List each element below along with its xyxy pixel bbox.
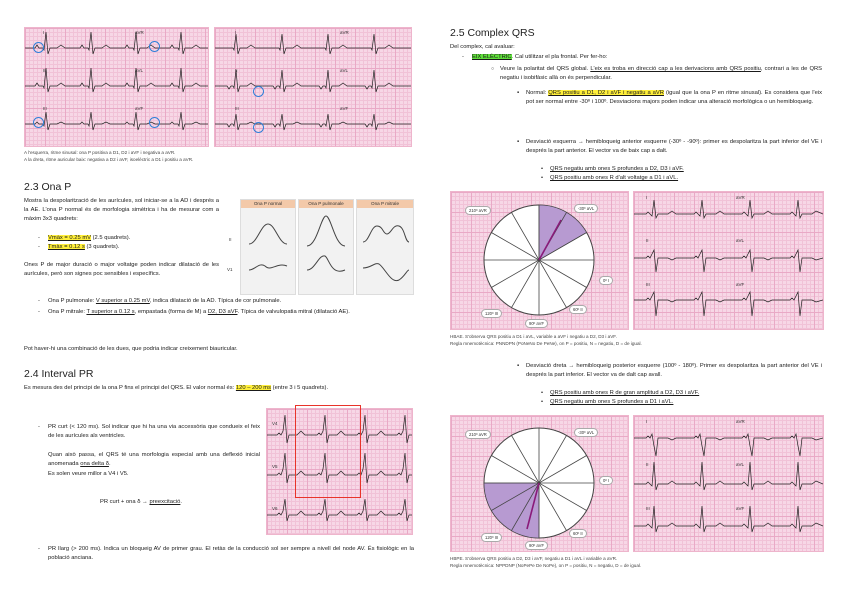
axis-tag: 120º III	[481, 309, 502, 318]
text: . Cal utilitzar el pla frontal. Per fer-ho:	[511, 54, 608, 60]
ecg-low-atrial-rhythm-image	[214, 27, 412, 147]
v-max-label: Vmàx = 0.25 mV	[48, 235, 92, 241]
hbae-caption	[450, 333, 822, 347]
ona-p-limits-list	[48, 234, 218, 252]
lead-label: aVR	[736, 419, 745, 424]
qrs-eix-list	[472, 53, 822, 62]
p-mitrale-card	[356, 199, 414, 295]
text: QRS positiu amb ones R d'alt voltatge a D1 i aVL.	[550, 175, 679, 182]
caption-line: Regla mnemotècnica: NPPDNP (NoPePe De NoPe), on P = positiu, N = negatiu, D = de igual.	[450, 563, 642, 568]
ona-p-paragraph-3: Pot haver-hi una combinació de les dues, que podria indicar creixement biauricular.	[24, 346, 238, 352]
text: PR llarg (> 200 ms). Indica un bloqueig AV de primer grau. El retàs de la conducció sol ser sempre a nivell del node AV. És fisiològic en la població anciana.	[48, 546, 414, 562]
ecg-traces	[634, 192, 823, 329]
text: (igual que la ona P en ritme sinusal). Es considera que l'eix pot ser normal entre -30º i 100º. Desviacions majors poden indicar una alteració morfològica o un hemibloqueig.	[526, 90, 823, 106]
normal-axis-highlight: QRS positiu a D1, D2 i aVF i negatiu a aVR	[548, 90, 664, 96]
eix-electric-label: EIX ELÈCTRIC	[472, 54, 512, 60]
ona-p-intro	[24, 197, 219, 225]
ecg-hbae-image	[633, 191, 824, 330]
lead-label: V6	[272, 506, 278, 511]
pr-best-leads: Es solen veure millor a V4 i V5.	[48, 471, 129, 477]
pr-normal-range: 120 – 200 ms	[235, 385, 272, 391]
right-deviation-list	[526, 362, 822, 380]
lead-label: aVL	[736, 238, 745, 243]
lead-label: I	[646, 419, 648, 424]
text: preexcitació	[149, 499, 181, 505]
lead-label: II	[646, 462, 649, 467]
section-heading-interval-pr: 2.4 Interval PR	[24, 368, 94, 380]
text: Veure la polaritat del QRS global.	[500, 66, 591, 72]
lead-label: II	[646, 238, 649, 243]
text: . Típica de valvulopatia mitral (dilatació AE).	[237, 309, 350, 316]
caption-line: A la dreta, ritme auricular baix: negativa a D2 i aVF, isoelèctric a D1 i positiu a aVR.	[24, 157, 194, 162]
text: PR curt (< 120 ms). Sol indicar que hi ha una via accessòria que condueix el feix de les aurícules als ventricles.	[48, 424, 260, 440]
list-item	[526, 362, 822, 380]
text: ona delta δ	[80, 461, 109, 468]
axis-tag: 60º II	[569, 305, 587, 314]
ecg-top-caption	[24, 149, 414, 163]
axis-tag: 90º aVF	[525, 541, 548, 550]
p-wave-highlight-circle	[33, 117, 44, 128]
lead-label: aVL	[135, 68, 144, 73]
p-wave-morphology-figure	[223, 199, 414, 295]
list-item	[526, 89, 822, 107]
ona-p-paragraph: Mostra la despolarització de les aurícules, sol iniciar-se a la AD i després a la AE. L'ona P normal és de morfologia simètrica i ha de mesurar com a màxim 3x3 quadrets:	[24, 198, 219, 223]
ecg-preexcitation-image	[266, 408, 413, 535]
text: PR curt + ona δ →	[100, 499, 150, 505]
list-item	[48, 234, 218, 243]
qrs-intro: Del complex, cal avaluar:	[450, 44, 515, 50]
text: , empastada (forma de M) a	[134, 309, 208, 316]
axis-wheel-hbpe-figure	[450, 415, 629, 552]
qrs-polarity-list	[500, 65, 822, 83]
p-pulmonale-card	[298, 199, 354, 295]
pr-short-list	[48, 423, 260, 441]
ecg-traces	[215, 28, 411, 146]
list-item	[472, 53, 822, 62]
axis-tag: 210º aVR	[465, 206, 491, 215]
list-item	[550, 398, 822, 407]
lead-label: III	[235, 106, 239, 111]
text: QRS negatiu amb ones S profundes a D1 i aVL.	[550, 399, 674, 406]
text: V superior a 0.25 mV	[95, 298, 150, 304]
text: Desviació esquerra → hemibloqueig anterior esquerre (-30º - -90º): primer es despolaritza la part inferior del VE i després la part anterior. El vector va de baix cap a dalt.	[526, 139, 822, 155]
ecg-sinus-rhythm-image	[24, 27, 209, 147]
lead-label: III	[646, 282, 650, 287]
card-title: Ona P normal	[241, 200, 295, 208]
text: .	[108, 461, 111, 468]
text: QRS negatiu amb ones S profundes a D2, D3 i aVF.	[550, 166, 684, 172]
p-normal-card	[240, 199, 296, 295]
p-pulmonale-waves	[299, 200, 353, 294]
text: D2, D3 aVF	[207, 309, 238, 316]
ona-p-types-list	[48, 297, 414, 317]
lead-label: V1	[227, 267, 233, 272]
list-item	[48, 243, 218, 252]
axis-tag: -30º aVL	[574, 204, 598, 213]
caption-line: HBPE. S'observa QRS positiu a D2, D3 i aVF, negatiu a D1 i aVL i variable a aVR.	[450, 556, 618, 561]
lead-label: III	[43, 106, 47, 111]
right-deviation-criteria	[550, 389, 822, 407]
lead-label: aVR	[736, 195, 745, 200]
pr-delta-text	[48, 451, 260, 469]
text: Desviació dreta → hemibloqueig posterior esquerre (100º - 180º). Primer es despolaritza la part anterior del VE i després la part inferior. El vector va de dalt cap avall.	[526, 363, 822, 379]
p-wave-highlight-circle	[33, 42, 44, 53]
list-item	[550, 165, 822, 174]
ecg-hbpe-image	[633, 415, 824, 552]
caption-line: HBAE. S'observa QRS positiu a D1 i aVL, variable a aVF i negatiu a D2, D3 i aVF.	[450, 334, 617, 339]
axis-tag: -30º aVL	[574, 428, 598, 437]
hbpe-caption	[450, 555, 822, 569]
lead-label: aVL	[736, 462, 745, 467]
text: Ona P mitrale:	[48, 309, 87, 316]
ecg-traces	[634, 416, 823, 551]
text: QRS positiu amb ones R de gran amplitud a D2, D3 i aVF.	[550, 390, 700, 396]
card-title: Ona P pulmonale	[299, 200, 353, 208]
caption-line: Regla mnemotècnica: PNNDPN (PoNeNo De PeNe), on P = positiu, N = negatiu, D = de igual.	[450, 341, 642, 346]
p-wave-highlight-circle	[149, 41, 160, 52]
lead-label: aVR	[135, 30, 144, 35]
text: L'eix es troba en direcció cap a les derivacions amb QRS positiu	[590, 66, 761, 72]
section-heading-complex-qrs: 2.5 Complex QRS	[450, 27, 535, 39]
p-mitrale-waves	[357, 200, 413, 294]
text: (entre 3 i 5 quadrets).	[271, 385, 329, 391]
text: Es mesura des del principi de la ona P fins el principi del QRS. El valor normal és:	[24, 385, 236, 391]
lead-label: aVF	[736, 506, 745, 511]
lead-label: aVL	[340, 68, 349, 73]
text: .	[180, 499, 183, 505]
delta-wave-highlight-box	[295, 405, 361, 498]
lead-label: aVF	[135, 106, 144, 111]
lead-label: aVF	[736, 282, 745, 287]
preexcitation-formula	[100, 498, 182, 507]
t-max-label: Tmàx = 0.12 s	[48, 244, 85, 251]
lead-label: I	[646, 195, 648, 200]
lead-label: aVF	[340, 106, 349, 111]
lead-label: II	[235, 68, 238, 73]
pr-intro	[24, 384, 414, 393]
lead-label: V4	[272, 421, 278, 426]
p-wave-highlight-circle	[253, 122, 264, 133]
left-deviation-list	[526, 138, 822, 156]
list-item	[550, 174, 822, 183]
section-heading-ona-p: 2.3 Ona P	[24, 181, 72, 193]
left-deviation-criteria	[550, 165, 822, 183]
text: , contrari a les de QRS negatiu i isobifàsic allà on és perpendicular.	[500, 66, 823, 82]
p-normal-waves	[241, 200, 295, 294]
lead-label: I	[235, 30, 237, 35]
lead-label: II	[43, 68, 46, 73]
lead-label: II	[229, 237, 232, 242]
axis-wheel-hbae-figure	[450, 191, 629, 330]
list-item	[48, 423, 260, 441]
text: , indica dilatació de la AD. Típica de cor pulmonale.	[149, 298, 282, 304]
list-item	[48, 297, 414, 306]
axis-tag: 60º II	[569, 529, 587, 538]
list-item	[550, 389, 822, 398]
axis-tag: 210º aVR	[465, 430, 491, 439]
lead-label: I	[43, 30, 45, 35]
axis-tag: 0º I	[599, 276, 613, 285]
pr-long-list	[48, 545, 414, 563]
axis-tag: 120º III	[481, 533, 502, 542]
qrs-normal-list	[526, 89, 822, 107]
card-title: Ona P mitrale	[357, 200, 413, 208]
list-item	[526, 138, 822, 156]
lead-label: aVR	[340, 30, 349, 35]
list-item	[500, 65, 822, 83]
t-max-rest: (3 quadrets).	[84, 244, 120, 251]
lead-label: III	[646, 506, 650, 511]
text: Normal:	[526, 90, 549, 96]
p-wave-highlight-circle	[253, 86, 264, 97]
list-item	[48, 545, 414, 563]
p-wave-highlight-circle	[149, 117, 160, 128]
axis-tag: 0º I	[599, 476, 613, 485]
text: T superior a 0.12 s	[86, 309, 135, 316]
text: Quan això passa, el QRS té una morfologia especial amb una deflexió inicial anomenada	[48, 452, 260, 468]
axis-tag: 90º aVF	[525, 319, 548, 328]
ecg-traces	[25, 28, 208, 146]
caption-line: A l'esquerra, ritme sinusal: ona P positiva a D1, D2 i aVF i negativa a aVR.	[24, 150, 176, 155]
text: Ona P pulmonale:	[48, 298, 96, 304]
list-item	[48, 308, 414, 317]
ona-p-paragraph-2: Ones P de major duració o major voltatge poden indicar dilatació de les aurícules, però son signes poc sensibles i específics.	[24, 262, 219, 278]
lead-label: V5	[272, 464, 278, 469]
v-max-rest: (2.5 quadrets).	[91, 235, 131, 241]
